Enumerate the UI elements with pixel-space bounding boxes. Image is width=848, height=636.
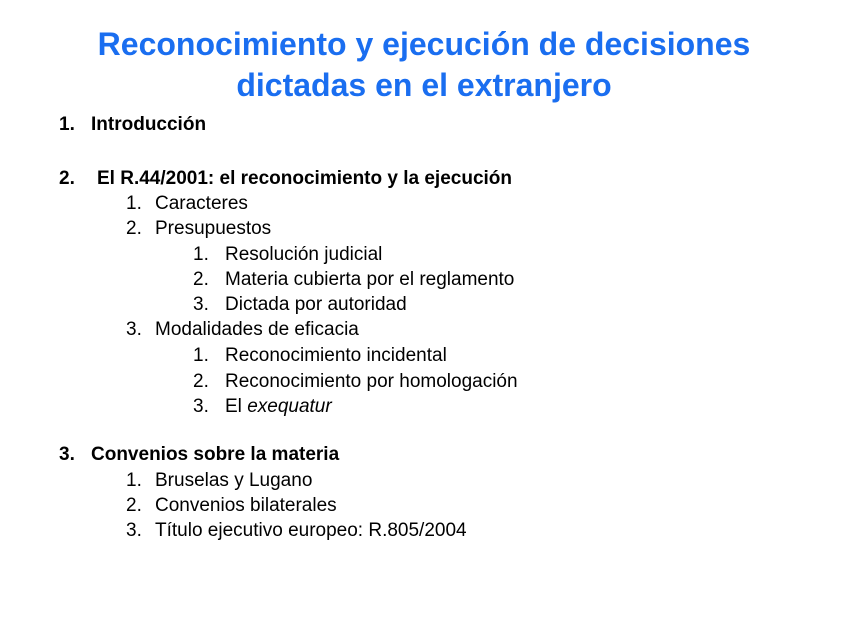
section-2-item-3-sub-3 bbox=[193, 396, 332, 418]
section-2-item-1-number: 1. bbox=[126, 193, 142, 214]
section-2-item-3-sub-1 bbox=[193, 345, 447, 367]
section-3-item-2-number: 2. bbox=[126, 495, 142, 516]
section-2-item-3-sub-2-label: Reconocimiento por homologación bbox=[225, 371, 518, 392]
section-2-item-2-sub-2-label: Materia cubierta por el reglamento bbox=[225, 269, 515, 290]
section-2-item-3-label: Modalidades de eficacia bbox=[155, 319, 359, 340]
section-2-item-3-sub-2 bbox=[193, 371, 518, 393]
section-2-item-2-label: Presupuestos bbox=[155, 218, 272, 239]
section-3-item-3-number: 3. bbox=[126, 520, 142, 541]
section-2-item-2-number: 2. bbox=[126, 218, 142, 239]
section-2-item-2-sub-1-number: 1. bbox=[193, 244, 209, 265]
section-2-item-2-sub-3-number: 3. bbox=[193, 294, 209, 315]
section-2-item-2-sub-1 bbox=[193, 244, 382, 266]
section-3 bbox=[59, 444, 339, 466]
section-3-item-2-label: Convenios bilaterales bbox=[155, 495, 337, 516]
section-3-item-3 bbox=[126, 520, 467, 542]
section-2-item-2 bbox=[126, 218, 271, 240]
slide-title-line-2: dictadas en el extranjero bbox=[236, 67, 612, 103]
section-2-item-2-sub-2 bbox=[193, 269, 514, 291]
section-2-label: El R.44/2001: el reconocimiento y la ejecución bbox=[97, 168, 513, 189]
section-2-item-3-sub-3-label-prefix: El bbox=[225, 396, 242, 417]
section-2-item-3-sub-1-label: Reconocimiento incidental bbox=[225, 345, 447, 366]
section-2-item-2-sub-3 bbox=[193, 294, 407, 316]
section-2-item-2-sub-3-label: Dictada por autoridad bbox=[225, 294, 407, 315]
section-2-item-2-sub-1-label: Resolución judicial bbox=[225, 244, 383, 265]
section-2-item-3-sub-3-label-italic: exequatur bbox=[247, 396, 332, 417]
section-2-number: 2. bbox=[59, 168, 75, 189]
section-2-item-2-sub-2-number: 2. bbox=[193, 269, 209, 290]
section-2-item-1-label: Caracteres bbox=[155, 193, 248, 214]
section-3-item-1-label: Bruselas y Lugano bbox=[155, 470, 313, 491]
section-2-item-3-sub-2-number: 2. bbox=[193, 371, 209, 392]
section-3-item-1-number: 1. bbox=[126, 470, 142, 491]
section-2-item-3 bbox=[126, 319, 359, 341]
section-2 bbox=[59, 168, 512, 190]
slide-title-line-1: Reconocimiento y ejecución de decisiones bbox=[97, 26, 751, 62]
section-1-label: Introducción bbox=[91, 114, 207, 135]
section-2-item-3-sub-1-number: 1. bbox=[193, 345, 209, 366]
slide-title bbox=[0, 24, 848, 106]
section-3-label: Convenios sobre la materia bbox=[91, 444, 340, 465]
section-3-item-3-label: Título ejecutivo europeo: R.805/2004 bbox=[155, 520, 467, 541]
section-1-number: 1. bbox=[59, 114, 75, 135]
section-2-item-1 bbox=[126, 193, 248, 215]
section-3-number: 3. bbox=[59, 444, 75, 465]
section-2-item-3-number: 3. bbox=[126, 319, 142, 340]
section-1 bbox=[59, 114, 206, 136]
section-3-item-2 bbox=[126, 495, 337, 517]
section-3-item-1 bbox=[126, 470, 312, 492]
section-2-item-3-sub-3-number: 3. bbox=[193, 396, 209, 417]
